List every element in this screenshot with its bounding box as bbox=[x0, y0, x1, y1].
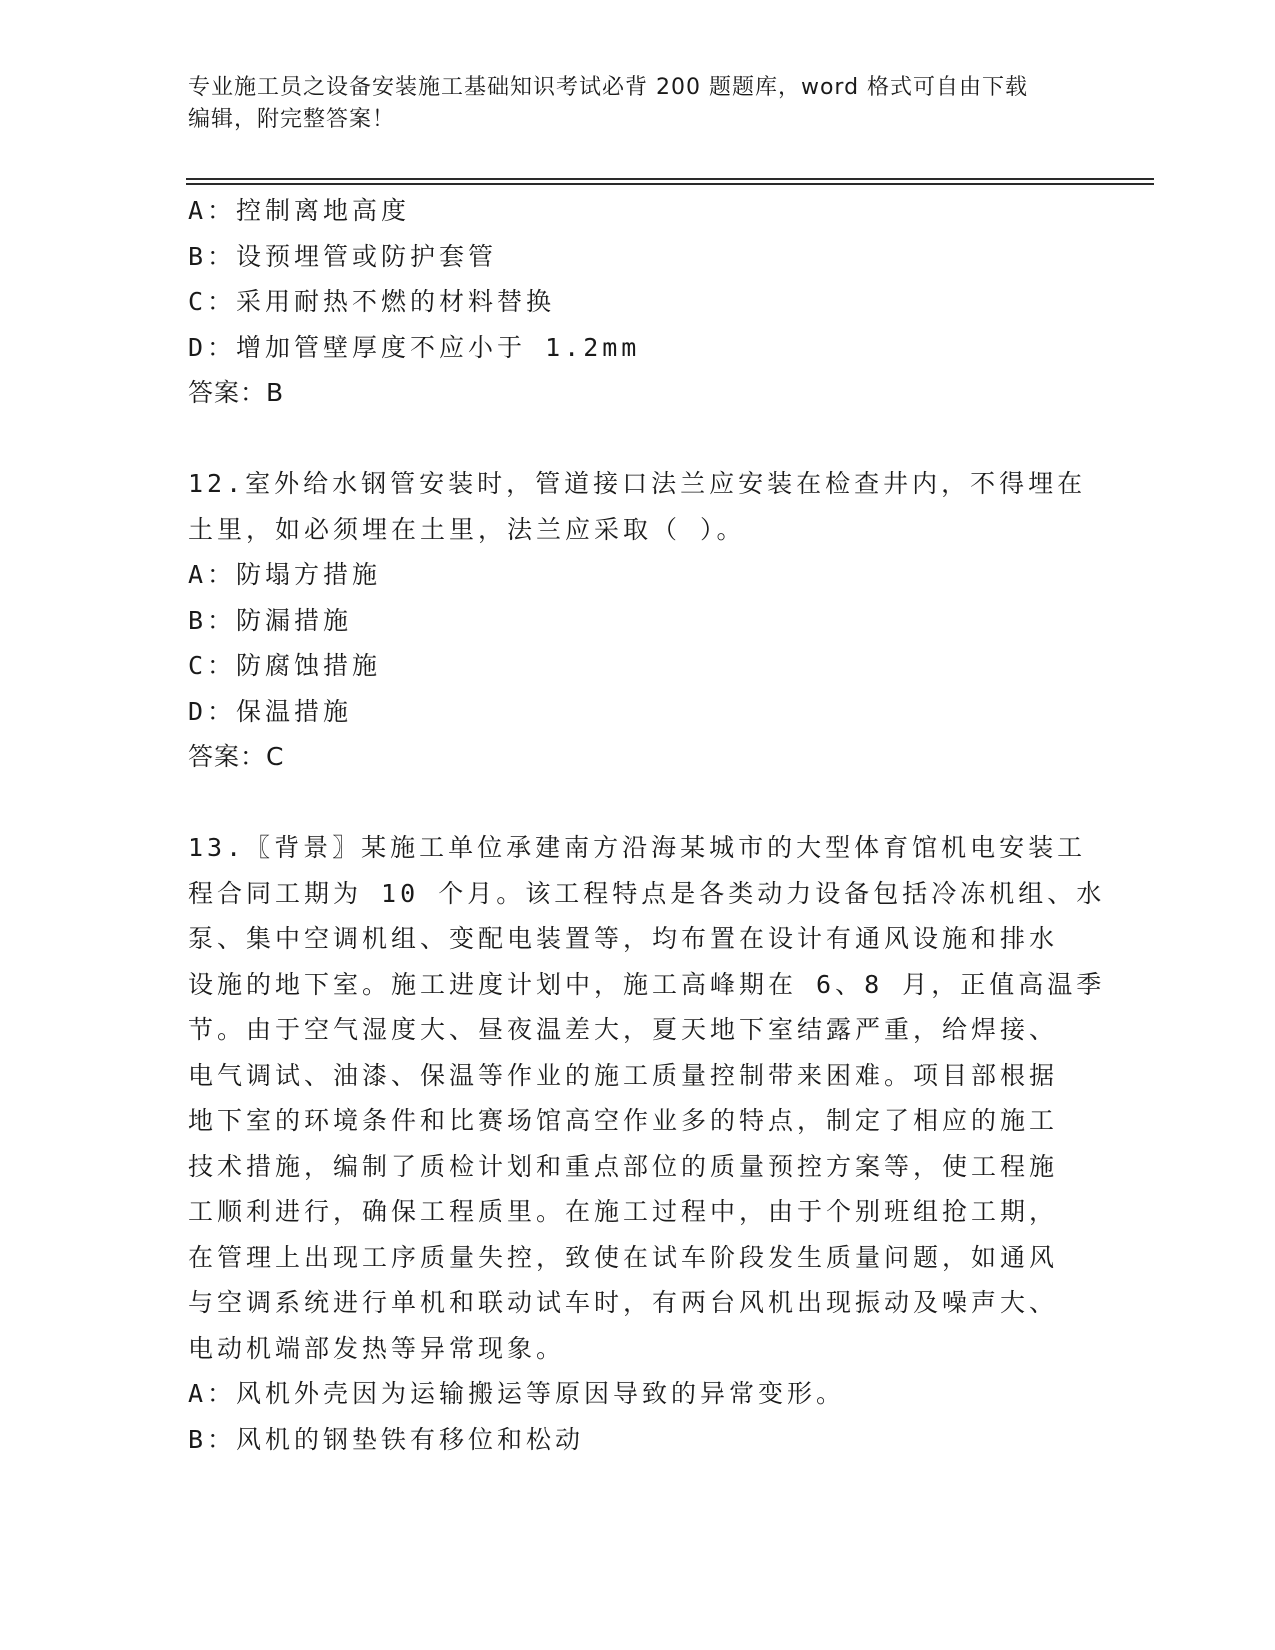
option-d: D：增加管壁厚度不应小于 1.2mm bbox=[188, 332, 641, 362]
question-stem-line: 土里，如必须埋在土里，法兰应采取（ ）。 bbox=[188, 514, 746, 544]
question-stem-line: 程合同工期为 10 个月。该工程特点是各类动力设备包括冷冻机组、水 bbox=[188, 878, 1106, 908]
document-header bbox=[188, 72, 1068, 136]
header-line: 专业施工员之设备安装施工基础知识考试必背 200 题题库，word 格式可自由下载 bbox=[188, 75, 1029, 100]
question-stem-line: 13.〖背景〗某施工单位承建南方沿海某城市的大型体育馆机电安装工 bbox=[188, 833, 1087, 862]
option-d: D：保温措施 bbox=[188, 696, 353, 726]
option-a: A：控制离地高度 bbox=[188, 196, 411, 225]
question-stem-line: 电动机端部发热等异常现象。 bbox=[188, 1333, 566, 1363]
question-stem-line: 设施的地下室。施工进度计划中，施工高峰期在 6、8 月，正值高温季 bbox=[188, 969, 1106, 999]
option-b: B：设预埋管或防护套管 bbox=[188, 241, 498, 271]
spacer bbox=[188, 416, 1088, 462]
question-11 bbox=[188, 188, 1088, 416]
answer: 答案：C bbox=[188, 742, 285, 771]
option-c: C：采用耐热不燃的材料替换 bbox=[188, 287, 556, 316]
question-stem-line: 泵、集中空调机组、变配电装置等，均布置在设计有通风设施和排水 bbox=[188, 924, 1059, 953]
question-12 bbox=[188, 461, 1088, 780]
header-divider-bottom bbox=[186, 183, 1154, 185]
question-stem-line: 在管理上出现工序质量失控，致使在试车阶段发生质量问题，如通风 bbox=[188, 1242, 1059, 1272]
question-stem-line: 工顺利进行，确保工程质里。在施工过程中，由于个别班组抢工期， bbox=[188, 1197, 1059, 1226]
answer: 答案：B bbox=[188, 378, 285, 407]
header-divider-top bbox=[186, 178, 1154, 180]
question-13 bbox=[188, 825, 1106, 1462]
header-line: 编辑，附完整答案！ bbox=[188, 107, 396, 132]
question-stem-line: 技术措施，编制了质检计划和重点部位的质量预控方案等，使工程施 bbox=[188, 1151, 1059, 1181]
spacer bbox=[188, 780, 1088, 826]
question-stem-line: 12.室外给水钢管安装时，管道接口法兰应安装在检查井内，不得埋在 bbox=[188, 469, 1087, 498]
option-c: C：防腐蚀措施 bbox=[188, 651, 382, 680]
question-stem-line: 与空调系统进行单机和联动试车时，有两台风机出现振动及噪声大、 bbox=[188, 1288, 1059, 1317]
option-a: A：风机外壳因为运输搬运等原因导致的异常变形。 bbox=[188, 1379, 846, 1408]
option-b: B：防漏措施 bbox=[188, 605, 353, 635]
option-b: B：风机的钢垫铁有移位和松动 bbox=[188, 1424, 585, 1454]
question-stem-line: 电气调试、油漆、保温等作业的施工质量控制带来困难。项目部根据 bbox=[188, 1060, 1059, 1090]
question-stem-line: 地下室的环境条件和比赛场馆高空作业多的特点，制定了相应的施工 bbox=[188, 1106, 1059, 1135]
question-stem-line: 节。由于空气湿度大、昼夜温差大，夏天地下室结露严重，给焊接、 bbox=[188, 1015, 1059, 1044]
document-body bbox=[188, 188, 1106, 1462]
option-a: A：防塌方措施 bbox=[188, 560, 382, 589]
